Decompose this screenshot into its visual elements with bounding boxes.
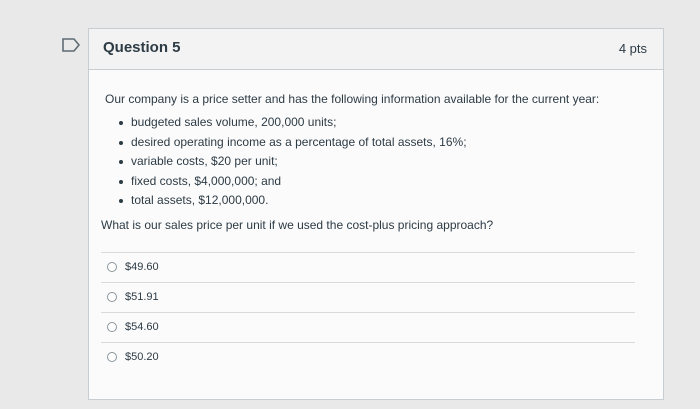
question-intro: Our company is a price setter and has the following information available for the current year: bbox=[105, 92, 600, 106]
answer-label[interactable]: $54.60 bbox=[125, 321, 159, 333]
answer-option[interactable] bbox=[101, 312, 635, 342]
fact-item: variable costs, $20 per unit; bbox=[131, 152, 651, 172]
fact-item: total assets, $12,000,000. bbox=[131, 191, 651, 211]
question-card bbox=[88, 28, 664, 400]
question-body bbox=[89, 70, 663, 372]
question-header bbox=[89, 29, 663, 70]
answer-label[interactable]: $49.60 bbox=[125, 261, 159, 273]
fact-item: budgeted sales volume, 200,000 units; bbox=[131, 113, 651, 133]
answer-option[interactable] bbox=[101, 282, 635, 312]
fact-item: fixed costs, $4,000,000; and bbox=[131, 172, 651, 192]
question-points: 4 pts bbox=[618, 41, 647, 56]
question-prompt: What is our sales price per unit if we used the cost-plus pricing approach? bbox=[101, 217, 494, 232]
radio-button-icon[interactable] bbox=[107, 262, 117, 272]
fact-item: desired operating income as a percentage of total assets, 16%; bbox=[131, 133, 651, 153]
answer-label[interactable]: $50.20 bbox=[125, 351, 159, 363]
answer-option[interactable] bbox=[101, 252, 635, 282]
answer-label[interactable]: $51.91 bbox=[125, 291, 159, 303]
facts-list bbox=[101, 113, 651, 211]
answer-list bbox=[101, 252, 651, 372]
answer-option[interactable] bbox=[101, 342, 635, 372]
flag-question-icon[interactable] bbox=[62, 38, 80, 52]
radio-button-icon[interactable] bbox=[107, 322, 117, 332]
radio-button-icon[interactable] bbox=[107, 292, 117, 302]
question-title: Question 5 bbox=[103, 39, 181, 56]
radio-button-icon[interactable] bbox=[107, 352, 117, 362]
